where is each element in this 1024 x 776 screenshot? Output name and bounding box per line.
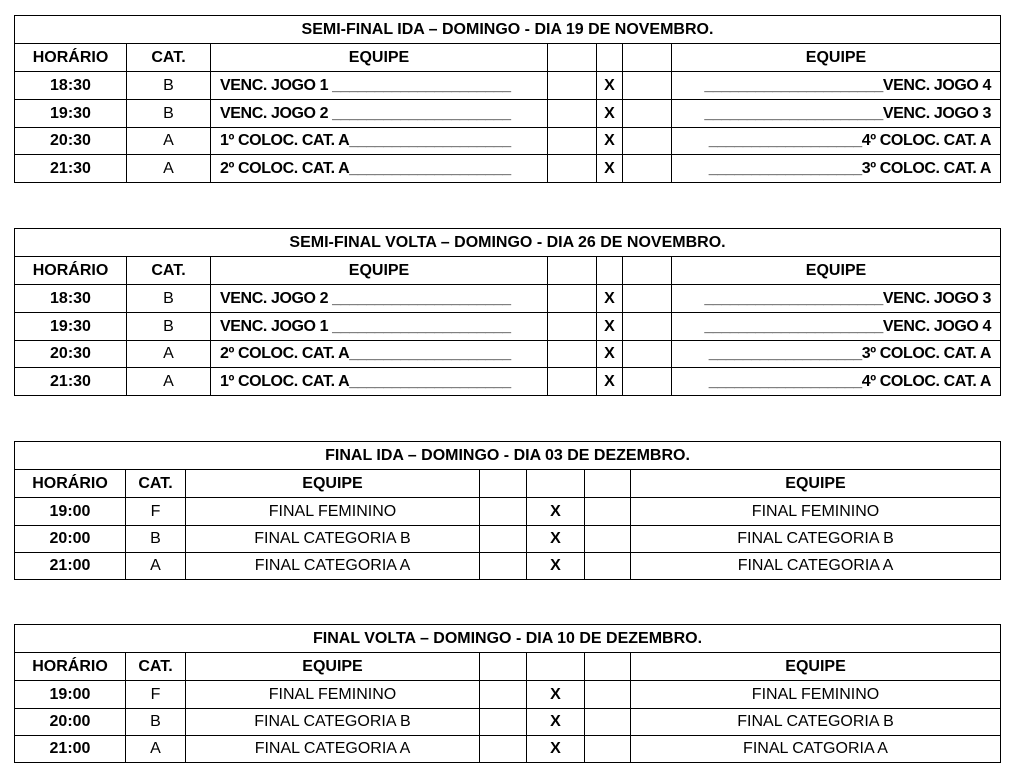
header-spacer	[480, 470, 527, 498]
header-equipe-right: EQUIPE	[631, 653, 1001, 681]
schedule-table-final-ida	[14, 441, 1001, 580]
spacer-cell	[480, 709, 527, 736]
versus-mark: X	[597, 368, 623, 396]
team-left: VENC. JOGO 1 _____________________	[211, 313, 548, 341]
spacer-cell	[480, 681, 527, 709]
header-horario: HORÁRIO	[15, 470, 126, 498]
header-equipe-left: EQUIPE	[211, 257, 548, 285]
header-spacer	[585, 470, 631, 498]
match-time: 18:30	[15, 72, 127, 100]
match-category: F	[126, 498, 186, 526]
match-category: A	[127, 368, 211, 396]
team-right: FINAL FEMININO	[631, 681, 1001, 709]
team-right: _____________________VENC. JOGO 3	[672, 285, 1001, 313]
versus-mark: X	[597, 100, 623, 128]
spacer-cell	[623, 72, 672, 100]
header-equipe-right: EQUIPE	[672, 257, 1001, 285]
spacer-cell	[548, 368, 597, 396]
header-vs	[527, 470, 585, 498]
header-cat: CAT.	[127, 257, 211, 285]
match-time: 19:00	[15, 681, 126, 709]
table-row	[15, 709, 1001, 736]
spacer-cell	[623, 128, 672, 155]
table-row	[15, 72, 1001, 100]
team-right: __________________3º COLOC. CAT. A	[672, 341, 1001, 368]
spacer-cell	[480, 526, 527, 553]
match-category: A	[126, 553, 186, 580]
schedule-table-final-volta	[14, 624, 1001, 763]
match-category: A	[127, 341, 211, 368]
team-left: 1º COLOC. CAT. A___________________	[211, 368, 548, 396]
header-vs	[597, 44, 623, 72]
match-time: 21:30	[15, 155, 127, 183]
spacer-cell	[548, 155, 597, 183]
table-row	[15, 681, 1001, 709]
table-row	[15, 313, 1001, 341]
schedule-table-semifinal-volta	[14, 228, 1001, 396]
team-left: FINAL FEMININO	[186, 681, 480, 709]
table-title: SEMI-FINAL VOLTA – DOMINGO - DIA 26 DE NOVEMBRO.	[15, 229, 1001, 257]
versus-mark: X	[527, 498, 585, 526]
table-title: SEMI-FINAL IDA – DOMINGO - DIA 19 DE NOVEMBRO.	[15, 16, 1001, 44]
header-horario: HORÁRIO	[15, 44, 127, 72]
match-category: A	[127, 128, 211, 155]
spacer-cell	[585, 709, 631, 736]
spacer-cell	[585, 526, 631, 553]
versus-mark: X	[597, 128, 623, 155]
match-time: 19:00	[15, 498, 126, 526]
spacer-cell	[480, 736, 527, 763]
table-row	[15, 368, 1001, 396]
header-equipe-left: EQUIPE	[211, 44, 548, 72]
spacer-cell	[480, 553, 527, 580]
spacer-cell	[623, 341, 672, 368]
versus-mark: X	[597, 155, 623, 183]
team-right: FINAL CATEGORIA A	[631, 553, 1001, 580]
team-left: 1º COLOC. CAT. A___________________	[211, 128, 548, 155]
spacer-cell	[623, 285, 672, 313]
header-spacer	[623, 257, 672, 285]
team-left: FINAL CATEGORIA A	[186, 553, 480, 580]
table-row	[15, 100, 1001, 128]
table-title: FINAL VOLTA – DOMINGO - DIA 10 DE DEZEMBRO.	[15, 625, 1001, 653]
team-left: VENC. JOGO 2 _____________________	[211, 285, 548, 313]
table-row	[15, 553, 1001, 580]
table-row	[15, 128, 1001, 155]
header-vs	[597, 257, 623, 285]
header-horario: HORÁRIO	[15, 653, 126, 681]
spacer-cell	[548, 100, 597, 128]
versus-mark: X	[597, 285, 623, 313]
versus-mark: X	[527, 681, 585, 709]
spacer-cell	[548, 285, 597, 313]
match-category: F	[126, 681, 186, 709]
versus-mark: X	[527, 526, 585, 553]
header-equipe-left: EQUIPE	[186, 653, 480, 681]
header-spacer	[585, 653, 631, 681]
header-spacer	[623, 44, 672, 72]
team-right: _____________________VENC. JOGO 4	[672, 72, 1001, 100]
match-category: B	[126, 526, 186, 553]
match-time: 20:30	[15, 128, 127, 155]
table-row	[15, 285, 1001, 313]
table-row	[15, 155, 1001, 183]
header-equipe-left: EQUIPE	[186, 470, 480, 498]
header-vs	[527, 653, 585, 681]
match-time: 18:30	[15, 285, 127, 313]
match-time: 19:30	[15, 313, 127, 341]
header-horario: HORÁRIO	[15, 257, 127, 285]
table-row	[15, 526, 1001, 553]
header-cat: CAT.	[127, 44, 211, 72]
schedule-table-semifinal-ida	[14, 15, 1001, 183]
spacer-cell	[548, 313, 597, 341]
header-cat: CAT.	[126, 653, 186, 681]
header-spacer	[548, 257, 597, 285]
versus-mark: X	[527, 553, 585, 580]
match-category: A	[127, 155, 211, 183]
team-left: 2º COLOC. CAT. A___________________	[211, 155, 548, 183]
team-right: FINAL CATGORIA A	[631, 736, 1001, 763]
spacer-cell	[548, 341, 597, 368]
versus-mark: X	[597, 72, 623, 100]
header-spacer	[548, 44, 597, 72]
spacer-cell	[585, 553, 631, 580]
spacer-cell	[548, 128, 597, 155]
team-right: __________________3º COLOC. CAT. A	[672, 155, 1001, 183]
versus-mark: X	[597, 341, 623, 368]
versus-mark: X	[527, 709, 585, 736]
team-left: VENC. JOGO 2 _____________________	[211, 100, 548, 128]
match-time: 21:30	[15, 368, 127, 396]
table-row	[15, 341, 1001, 368]
match-category: B	[127, 72, 211, 100]
spacer-cell	[623, 100, 672, 128]
spacer-cell	[480, 498, 527, 526]
team-right: FINAL FEMININO	[631, 498, 1001, 526]
team-left: FINAL CATEGORIA B	[186, 709, 480, 736]
spacer-cell	[585, 681, 631, 709]
header-cat: CAT.	[126, 470, 186, 498]
team-right: _____________________VENC. JOGO 4	[672, 313, 1001, 341]
spacer-cell	[623, 313, 672, 341]
spacer-cell	[585, 736, 631, 763]
spacer-cell	[623, 368, 672, 396]
table-row	[15, 736, 1001, 763]
versus-mark: X	[527, 736, 585, 763]
match-time: 19:30	[15, 100, 127, 128]
team-left: 2º COLOC. CAT. A___________________	[211, 341, 548, 368]
table-row	[15, 498, 1001, 526]
team-right: __________________4º COLOC. CAT. A	[672, 368, 1001, 396]
header-spacer	[480, 653, 527, 681]
team-left: FINAL CATEGORIA B	[186, 526, 480, 553]
match-time: 20:00	[15, 709, 126, 736]
team-left: VENC. JOGO 1 _____________________	[211, 72, 548, 100]
team-right: _____________________VENC. JOGO 3	[672, 100, 1001, 128]
team-right: FINAL CATEGORIA B	[631, 709, 1001, 736]
team-right: __________________4º COLOC. CAT. A	[672, 128, 1001, 155]
match-time: 21:00	[15, 736, 126, 763]
match-time: 20:00	[15, 526, 126, 553]
team-left: FINAL CATEGORIA A	[186, 736, 480, 763]
match-time: 21:00	[15, 553, 126, 580]
spacer-cell	[585, 498, 631, 526]
match-category: B	[127, 285, 211, 313]
match-category: B	[127, 100, 211, 128]
match-category: B	[127, 313, 211, 341]
versus-mark: X	[597, 313, 623, 341]
team-right: FINAL CATEGORIA B	[631, 526, 1001, 553]
table-title: FINAL IDA – DOMINGO - DIA 03 DE DEZEMBRO.	[15, 442, 1001, 470]
match-category: B	[126, 709, 186, 736]
spacer-cell	[623, 155, 672, 183]
team-left: FINAL FEMININO	[186, 498, 480, 526]
header-equipe-right: EQUIPE	[631, 470, 1001, 498]
header-equipe-right: EQUIPE	[672, 44, 1001, 72]
match-time: 20:30	[15, 341, 127, 368]
match-category: A	[126, 736, 186, 763]
spacer-cell	[548, 72, 597, 100]
